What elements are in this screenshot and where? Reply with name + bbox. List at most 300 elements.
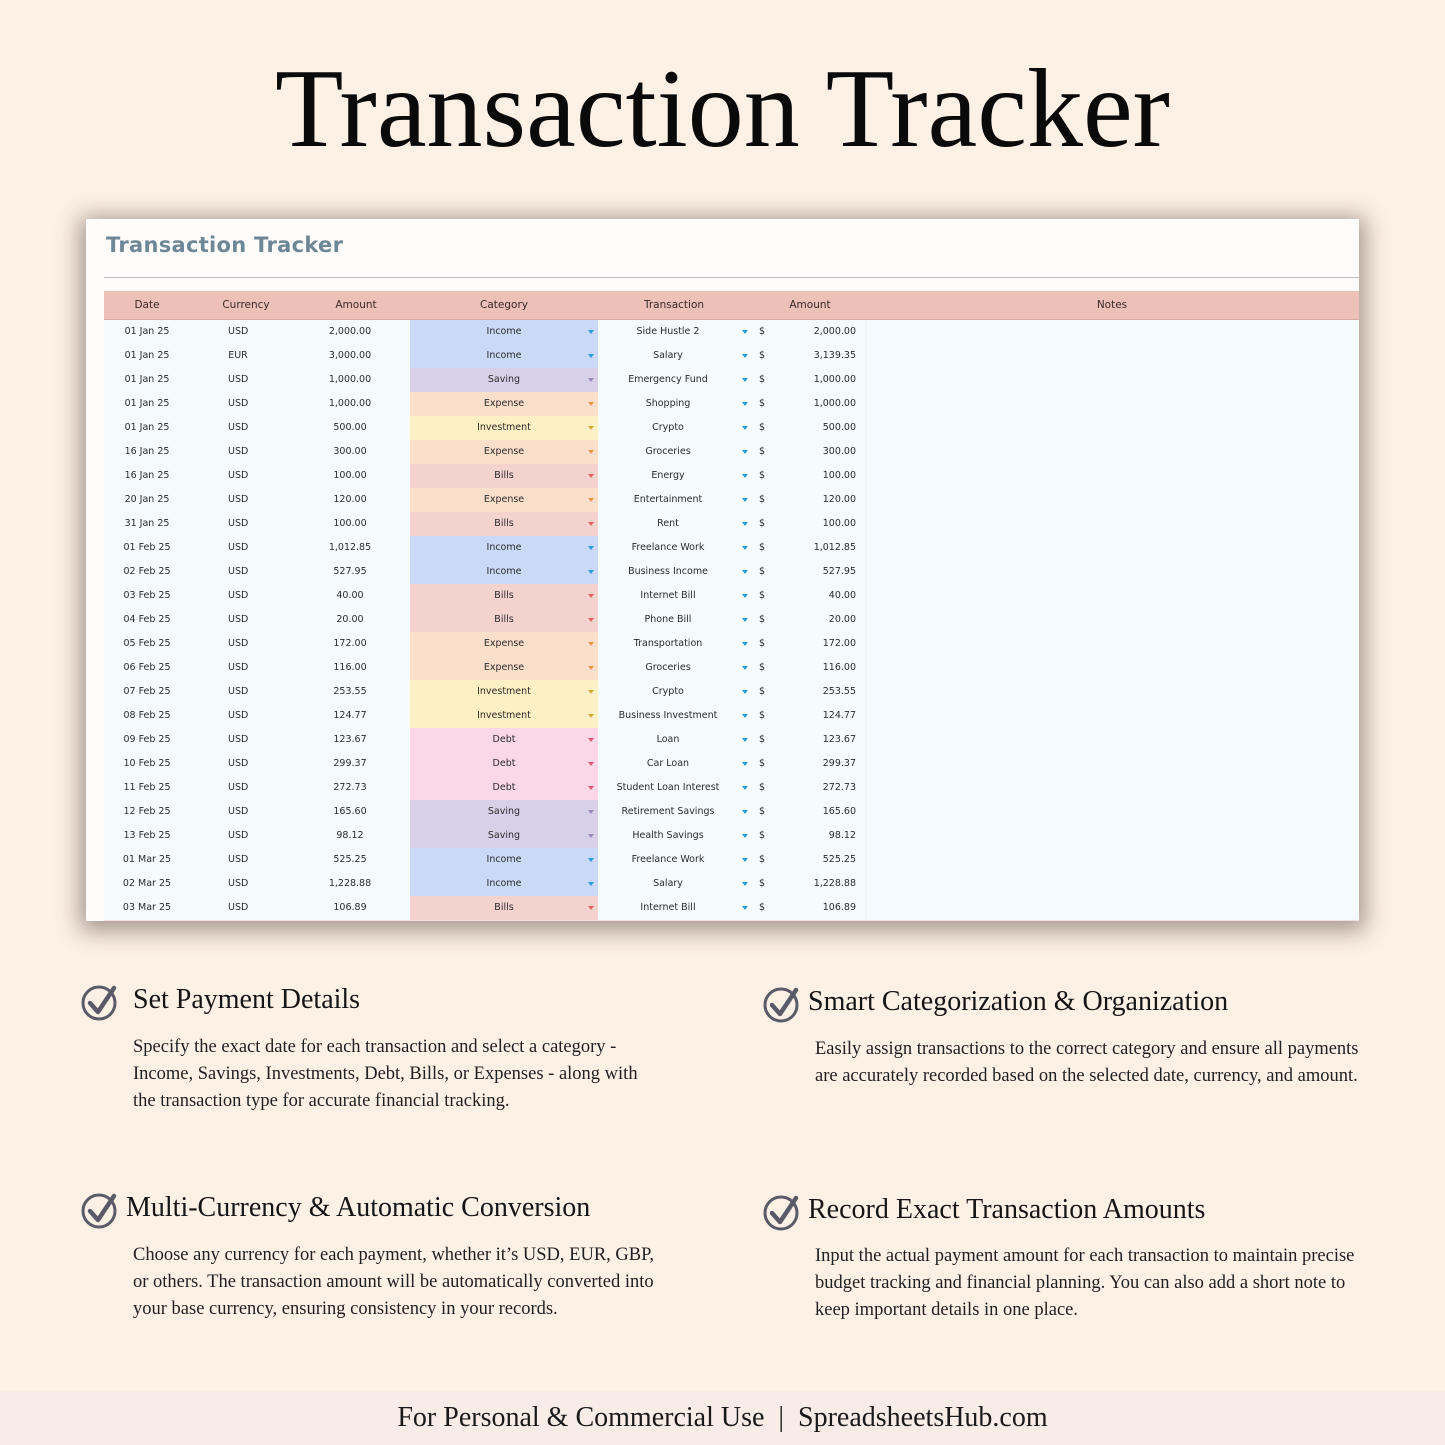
notes-cell[interactable] — [866, 416, 1359, 440]
category-select[interactable] — [410, 536, 598, 560]
converted-amount-cell — [774, 752, 866, 776]
currency-select[interactable] — [190, 392, 290, 416]
category-select[interactable] — [410, 320, 598, 344]
category-select[interactable] — [410, 824, 598, 848]
dropdown-caret-icon[interactable] — [742, 762, 748, 766]
category-select[interactable] — [410, 680, 598, 704]
notes-cell[interactable] — [866, 440, 1359, 464]
amount-cell[interactable]: 120.00 — [333, 494, 367, 505]
category-select[interactable] — [410, 656, 598, 680]
transaction-select[interactable] — [598, 800, 750, 824]
category-select[interactable] — [410, 632, 598, 656]
amount-cell[interactable]: 1,228.88 — [328, 878, 372, 889]
date-cell[interactable]: 13 Feb 25 — [123, 830, 171, 841]
currency-select[interactable] — [190, 680, 290, 704]
converted-amount-value: 272.73 — [822, 782, 856, 793]
date-cell[interactable]: 03 Feb 25 — [123, 590, 171, 601]
category-select[interactable] — [410, 464, 598, 488]
date-cell[interactable]: 01 Mar 25 — [122, 854, 172, 865]
dropdown-caret-icon[interactable] — [742, 330, 748, 334]
transaction-value: Business Investment — [618, 710, 718, 721]
amount-cell[interactable]: 1,000.00 — [328, 374, 372, 385]
converted-amount-value: 172.00 — [822, 638, 856, 649]
date-cell[interactable]: 06 Feb 25 — [123, 662, 171, 673]
transaction-select[interactable] — [598, 656, 750, 680]
dropdown-caret-icon[interactable] — [742, 546, 748, 550]
transaction-value: Health Savings — [632, 830, 704, 841]
dropdown-caret-icon[interactable] — [588, 738, 594, 742]
converted-amount-value: 1,000.00 — [813, 398, 856, 409]
category-value: Bills — [494, 590, 514, 601]
dropdown-caret-icon[interactable] — [742, 618, 748, 622]
dropdown-caret-icon[interactable] — [588, 354, 594, 358]
currency-value: USD — [228, 446, 249, 457]
amount-cell[interactable]: 2,000.00 — [328, 326, 372, 337]
currency-value: USD — [228, 734, 249, 745]
date-cell[interactable]: 11 Feb 25 — [123, 782, 171, 793]
transaction-value: Transportation — [633, 638, 703, 649]
table-row — [104, 344, 1359, 369]
transaction-value: Rent — [657, 518, 679, 529]
dropdown-caret-icon[interactable] — [742, 570, 748, 574]
transaction-select[interactable] — [598, 416, 750, 440]
transaction-select[interactable] — [598, 776, 750, 800]
category-select[interactable] — [410, 752, 598, 776]
date-cell[interactable]: 05 Feb 25 — [123, 638, 171, 649]
dropdown-caret-icon[interactable] — [588, 426, 594, 430]
transaction-value: Internet Bill — [640, 902, 696, 913]
category-select[interactable] — [410, 728, 598, 752]
converted-amount-value: 1,228.88 — [813, 878, 856, 889]
date-cell[interactable]: 01 Jan 25 — [124, 374, 170, 385]
dropdown-caret-icon[interactable] — [742, 426, 748, 430]
notes-cell[interactable] — [866, 824, 1359, 848]
currency-select[interactable] — [190, 560, 290, 584]
dropdown-caret-icon[interactable] — [742, 594, 748, 598]
amount-cell[interactable]: 20.00 — [336, 614, 364, 625]
date-cell[interactable]: 03 Mar 25 — [122, 902, 172, 913]
currency-select[interactable] — [190, 344, 290, 368]
category-value: Investment — [477, 686, 531, 697]
sheet-title: Transaction Tracker — [106, 233, 344, 257]
currency-select[interactable] — [190, 728, 290, 752]
notes-cell[interactable] — [866, 512, 1359, 536]
transaction-value: Crypto — [652, 422, 684, 433]
category-value: Debt — [492, 758, 516, 769]
dropdown-caret-icon[interactable] — [588, 618, 594, 622]
converted-amount-value: 100.00 — [822, 470, 856, 481]
transaction-select[interactable] — [598, 344, 750, 368]
transaction-select[interactable] — [598, 752, 750, 776]
transaction-select[interactable] — [598, 488, 750, 512]
converted-amount-value: 98.12 — [828, 830, 856, 841]
transaction-select[interactable] — [598, 464, 750, 488]
date-cell[interactable]: 16 Jan 25 — [124, 470, 170, 481]
converted-amount-cell — [774, 824, 866, 848]
currency-symbol: $ — [758, 350, 766, 361]
dropdown-caret-icon[interactable] — [588, 690, 594, 694]
currency-select[interactable] — [190, 320, 290, 344]
converted-amount-cell — [774, 344, 866, 368]
currency-symbol: $ — [758, 590, 766, 601]
category-select[interactable] — [410, 440, 598, 464]
transaction-value: Entertainment — [633, 494, 703, 505]
amount-cell[interactable]: 124.77 — [333, 710, 367, 721]
category-value: Saving — [487, 806, 521, 817]
currency-select[interactable] — [190, 776, 290, 800]
dropdown-caret-icon[interactable] — [588, 450, 594, 454]
dropdown-caret-icon[interactable] — [588, 810, 594, 814]
dropdown-caret-icon[interactable] — [742, 474, 748, 478]
dropdown-caret-icon[interactable] — [742, 834, 748, 838]
category-select[interactable] — [410, 872, 598, 896]
transaction-value: Business Income — [628, 566, 708, 577]
amount-cell[interactable]: 299.37 — [333, 758, 367, 769]
dropdown-caret-icon[interactable] — [742, 522, 748, 526]
currency-select[interactable] — [190, 800, 290, 824]
transaction-value: Retirement Savings — [621, 806, 715, 817]
currency-select[interactable] — [190, 536, 290, 560]
currency-select[interactable] — [190, 656, 290, 680]
converted-amount-value: 116.00 — [822, 662, 856, 673]
notes-cell[interactable] — [866, 728, 1359, 752]
currency-value: USD — [228, 758, 249, 769]
dropdown-caret-icon[interactable] — [742, 450, 748, 454]
amount-cell[interactable]: 123.67 — [333, 734, 367, 745]
currency-select[interactable] — [190, 368, 290, 392]
amount-cell[interactable]: 98.12 — [336, 830, 364, 841]
dropdown-caret-icon[interactable] — [742, 906, 748, 910]
category-select[interactable] — [410, 704, 598, 728]
notes-cell[interactable] — [866, 368, 1359, 392]
table-row — [104, 392, 1359, 417]
dropdown-caret-icon[interactable] — [588, 594, 594, 598]
category-value: Expense — [483, 446, 525, 457]
amount-cell[interactable]: 106.89 — [333, 902, 367, 913]
notes-cell[interactable] — [866, 872, 1359, 896]
dropdown-caret-icon[interactable] — [588, 402, 594, 406]
notes-cell[interactable] — [866, 752, 1359, 776]
table-row — [104, 872, 1359, 897]
currency-select[interactable] — [190, 824, 290, 848]
currency-select[interactable] — [190, 752, 290, 776]
converted-amount-cell — [774, 368, 866, 392]
category-select[interactable] — [410, 848, 598, 872]
converted-amount-value: 20.00 — [828, 614, 856, 625]
header-transaction: Transaction — [643, 299, 705, 311]
converted-amount-value: 299.37 — [822, 758, 856, 769]
table-row — [104, 896, 1359, 921]
transaction-select[interactable] — [598, 608, 750, 632]
currency-symbol: $ — [758, 374, 766, 385]
amount-cell[interactable]: 116.00 — [333, 662, 367, 673]
category-select[interactable] — [410, 416, 598, 440]
date-cell[interactable]: 16 Jan 25 — [124, 446, 170, 457]
transaction-select[interactable] — [598, 632, 750, 656]
transaction-select[interactable] — [598, 728, 750, 752]
currency-value: USD — [228, 662, 249, 673]
amount-cell[interactable]: 253.55 — [333, 686, 367, 697]
dropdown-caret-icon[interactable] — [588, 570, 594, 574]
notes-cell[interactable] — [866, 632, 1359, 656]
amount-cell[interactable]: 1,012.85 — [328, 542, 372, 553]
converted-amount-cell — [774, 440, 866, 464]
date-cell[interactable]: 01 Jan 25 — [124, 422, 170, 433]
feature-description: Specify the exact date for each transaction and select a category - Income, Savings, Investments, Debt, Bills, or Expenses - along with the transaction type for accurate financial tracking. — [133, 1037, 638, 1111]
currency-symbol: $ — [758, 902, 766, 913]
transaction-value: Side Hustle 2 — [636, 326, 700, 337]
dropdown-caret-icon[interactable] — [588, 498, 594, 502]
transaction-select[interactable] — [598, 560, 750, 584]
category-select[interactable] — [410, 584, 598, 608]
category-select[interactable] — [410, 608, 598, 632]
dropdown-caret-icon[interactable] — [588, 762, 594, 766]
date-cell[interactable]: 12 Feb 25 — [123, 806, 171, 817]
notes-cell[interactable] — [866, 392, 1359, 416]
currency-value: USD — [228, 854, 249, 865]
dropdown-caret-icon[interactable] — [588, 546, 594, 550]
date-cell[interactable]: 04 Feb 25 — [123, 614, 171, 625]
category-select[interactable] — [410, 560, 598, 584]
dropdown-caret-icon[interactable] — [742, 642, 748, 646]
currency-select[interactable] — [190, 896, 290, 920]
currency-select[interactable] — [190, 464, 290, 488]
currency-symbol: $ — [758, 758, 766, 769]
feature-title: Multi-Currency & Automatic Conversion — [126, 1192, 591, 1223]
table-row — [104, 800, 1359, 825]
currency-select[interactable] — [190, 632, 290, 656]
dropdown-caret-icon[interactable] — [742, 714, 748, 718]
currency-select[interactable] — [190, 608, 290, 632]
dropdown-caret-icon[interactable] — [588, 834, 594, 838]
currency-select[interactable] — [190, 440, 290, 464]
converted-amount-value: 120.00 — [822, 494, 856, 505]
category-value: Income — [486, 326, 522, 337]
transaction-select[interactable] — [598, 320, 750, 344]
notes-cell[interactable] — [866, 536, 1359, 560]
notes-cell[interactable] — [866, 680, 1359, 704]
currency-value: USD — [228, 782, 249, 793]
transaction-value: Freelance Work — [631, 542, 705, 553]
transaction-select[interactable] — [598, 848, 750, 872]
amount-cell[interactable]: 100.00 — [333, 518, 367, 529]
dropdown-caret-icon[interactable] — [588, 786, 594, 790]
header-currency: Currency — [222, 299, 270, 311]
notes-cell[interactable] — [866, 704, 1359, 728]
table-row — [104, 512, 1359, 537]
transaction-select[interactable] — [598, 512, 750, 536]
dropdown-caret-icon[interactable] — [742, 498, 748, 502]
table-row — [104, 848, 1359, 873]
currency-select[interactable] — [190, 704, 290, 728]
converted-amount-value: 106.89 — [822, 902, 856, 913]
table-row — [104, 632, 1359, 657]
currency-value: USD — [228, 566, 249, 577]
currency-select[interactable] — [190, 848, 290, 872]
date-cell[interactable]: 01 Jan 25 — [124, 398, 170, 409]
category-select[interactable] — [410, 488, 598, 512]
dropdown-caret-icon[interactable] — [742, 810, 748, 814]
date-cell[interactable]: 01 Jan 25 — [124, 326, 170, 337]
converted-amount-cell — [774, 704, 866, 728]
category-select[interactable] — [410, 512, 598, 536]
category-select[interactable] — [410, 392, 598, 416]
dropdown-caret-icon[interactable] — [588, 378, 594, 382]
transaction-select[interactable] — [598, 872, 750, 896]
date-cell[interactable]: 20 Jan 25 — [124, 494, 170, 505]
currency-symbol: $ — [758, 614, 766, 625]
notes-cell[interactable] — [866, 656, 1359, 680]
transaction-select[interactable] — [598, 536, 750, 560]
currency-symbol: $ — [758, 326, 766, 337]
amount-cell[interactable]: 525.25 — [333, 854, 367, 865]
converted-amount-cell — [774, 632, 866, 656]
dropdown-caret-icon[interactable] — [742, 666, 748, 670]
dropdown-caret-icon[interactable] — [742, 882, 748, 886]
currency-select[interactable] — [190, 488, 290, 512]
currency-value: USD — [228, 470, 249, 481]
notes-cell[interactable] — [866, 800, 1359, 824]
spreadsheet-preview — [86, 219, 1359, 921]
notes-cell[interactable] — [866, 320, 1359, 344]
dropdown-caret-icon[interactable] — [588, 714, 594, 718]
notes-cell[interactable] — [866, 560, 1359, 584]
header-converted-amount: Amount — [789, 299, 831, 311]
feature-title: Smart Categorization & Organization — [808, 986, 1229, 1017]
amount-cell[interactable]: 172.00 — [333, 638, 367, 649]
category-value: Income — [486, 542, 522, 553]
currency-select[interactable] — [190, 416, 290, 440]
table-row — [104, 608, 1359, 633]
dropdown-caret-icon[interactable] — [742, 738, 748, 742]
transaction-select[interactable] — [598, 368, 750, 392]
category-value: Saving — [487, 830, 521, 841]
checkmark-icon — [762, 1192, 802, 1232]
category-select[interactable] — [410, 344, 598, 368]
currency-symbol: $ — [758, 878, 766, 889]
dropdown-caret-icon[interactable] — [588, 906, 594, 910]
dropdown-caret-icon[interactable] — [742, 354, 748, 358]
currency-select[interactable] — [190, 584, 290, 608]
converted-amount-cell — [774, 656, 866, 680]
currency-select[interactable] — [190, 872, 290, 896]
notes-cell[interactable] — [866, 464, 1359, 488]
dropdown-caret-icon[interactable] — [588, 330, 594, 334]
notes-cell[interactable] — [866, 584, 1359, 608]
currency-value: USD — [228, 686, 249, 697]
transaction-select[interactable] — [598, 824, 750, 848]
category-value: Bills — [494, 902, 514, 913]
transaction-value: Salary — [653, 878, 683, 889]
date-cell[interactable]: 09 Feb 25 — [123, 734, 171, 745]
currency-symbol: $ — [758, 734, 766, 745]
converted-amount-value: 500.00 — [822, 422, 856, 433]
category-select[interactable] — [410, 800, 598, 824]
currency-symbol: $ — [758, 518, 766, 529]
dropdown-caret-icon[interactable] — [588, 522, 594, 526]
transaction-select[interactable] — [598, 584, 750, 608]
category-value: Income — [486, 566, 522, 577]
currency-symbol: $ — [758, 854, 766, 865]
notes-cell[interactable] — [866, 848, 1359, 872]
date-cell[interactable]: 01 Feb 25 — [123, 542, 171, 553]
transaction-value: Internet Bill — [640, 590, 696, 601]
dropdown-caret-icon[interactable] — [742, 690, 748, 694]
dropdown-caret-icon[interactable] — [588, 642, 594, 646]
transaction-select[interactable] — [598, 680, 750, 704]
notes-cell[interactable] — [866, 488, 1359, 512]
notes-cell[interactable] — [866, 608, 1359, 632]
amount-cell[interactable]: 1,000.00 — [328, 398, 372, 409]
transaction-value: Crypto — [652, 686, 684, 697]
dropdown-caret-icon[interactable] — [588, 474, 594, 478]
converted-amount-cell — [774, 488, 866, 512]
amount-cell[interactable]: 165.60 — [333, 806, 367, 817]
date-cell[interactable]: 10 Feb 25 — [123, 758, 171, 769]
notes-cell[interactable] — [866, 776, 1359, 800]
dropdown-caret-icon[interactable] — [742, 786, 748, 790]
category-select[interactable] — [410, 368, 598, 392]
converted-amount-value: 123.67 — [822, 734, 856, 745]
dropdown-caret-icon[interactable] — [588, 882, 594, 886]
notes-cell[interactable] — [866, 896, 1359, 920]
converted-amount-value: 253.55 — [822, 686, 856, 697]
footer-separator: | — [778, 1402, 785, 1433]
date-cell[interactable]: 02 Feb 25 — [123, 566, 171, 577]
amount-cell[interactable]: 100.00 — [333, 470, 367, 481]
date-cell[interactable]: 02 Mar 25 — [122, 878, 172, 889]
currency-select[interactable] — [190, 512, 290, 536]
dropdown-caret-icon[interactable] — [588, 666, 594, 670]
transaction-select[interactable] — [598, 392, 750, 416]
amount-cell[interactable]: 40.00 — [336, 590, 364, 601]
converted-amount-value: 300.00 — [822, 446, 856, 457]
dropdown-caret-icon[interactable] — [742, 402, 748, 406]
date-cell[interactable]: 08 Feb 25 — [123, 710, 171, 721]
dropdown-caret-icon[interactable] — [742, 378, 748, 382]
category-select[interactable] — [410, 776, 598, 800]
currency-value: USD — [228, 518, 249, 529]
amount-cell[interactable]: 3,000.00 — [328, 350, 372, 361]
amount-cell[interactable]: 300.00 — [333, 446, 367, 457]
date-cell[interactable]: 31 Jan 25 — [124, 518, 170, 529]
converted-amount-cell — [774, 560, 866, 584]
table-row — [104, 464, 1359, 489]
amount-cell[interactable]: 500.00 — [333, 422, 367, 433]
currency-value: USD — [228, 638, 249, 649]
table-row — [104, 584, 1359, 609]
table-row — [104, 536, 1359, 561]
transaction-select[interactable] — [598, 704, 750, 728]
amount-cell[interactable]: 272.73 — [333, 782, 367, 793]
amount-cell[interactable]: 527.95 — [333, 566, 367, 577]
transaction-value: Student Loan Interest — [616, 782, 720, 793]
feature-title: Set Payment Details — [133, 984, 361, 1015]
transaction-select[interactable] — [598, 440, 750, 464]
currency-symbol: $ — [758, 782, 766, 793]
transaction-select[interactable] — [598, 896, 750, 920]
category-value: Income — [486, 878, 522, 889]
dropdown-caret-icon[interactable] — [742, 858, 748, 862]
converted-amount-value: 1,012.85 — [813, 542, 856, 553]
notes-cell[interactable] — [866, 344, 1359, 368]
date-cell[interactable]: 07 Feb 25 — [123, 686, 171, 697]
footer-website: SpreadsheetsHub.com — [798, 1402, 1048, 1433]
currency-symbol: $ — [758, 470, 766, 481]
dropdown-caret-icon[interactable] — [588, 858, 594, 862]
date-cell[interactable]: 01 Jan 25 — [124, 350, 170, 361]
category-select[interactable] — [410, 896, 598, 920]
